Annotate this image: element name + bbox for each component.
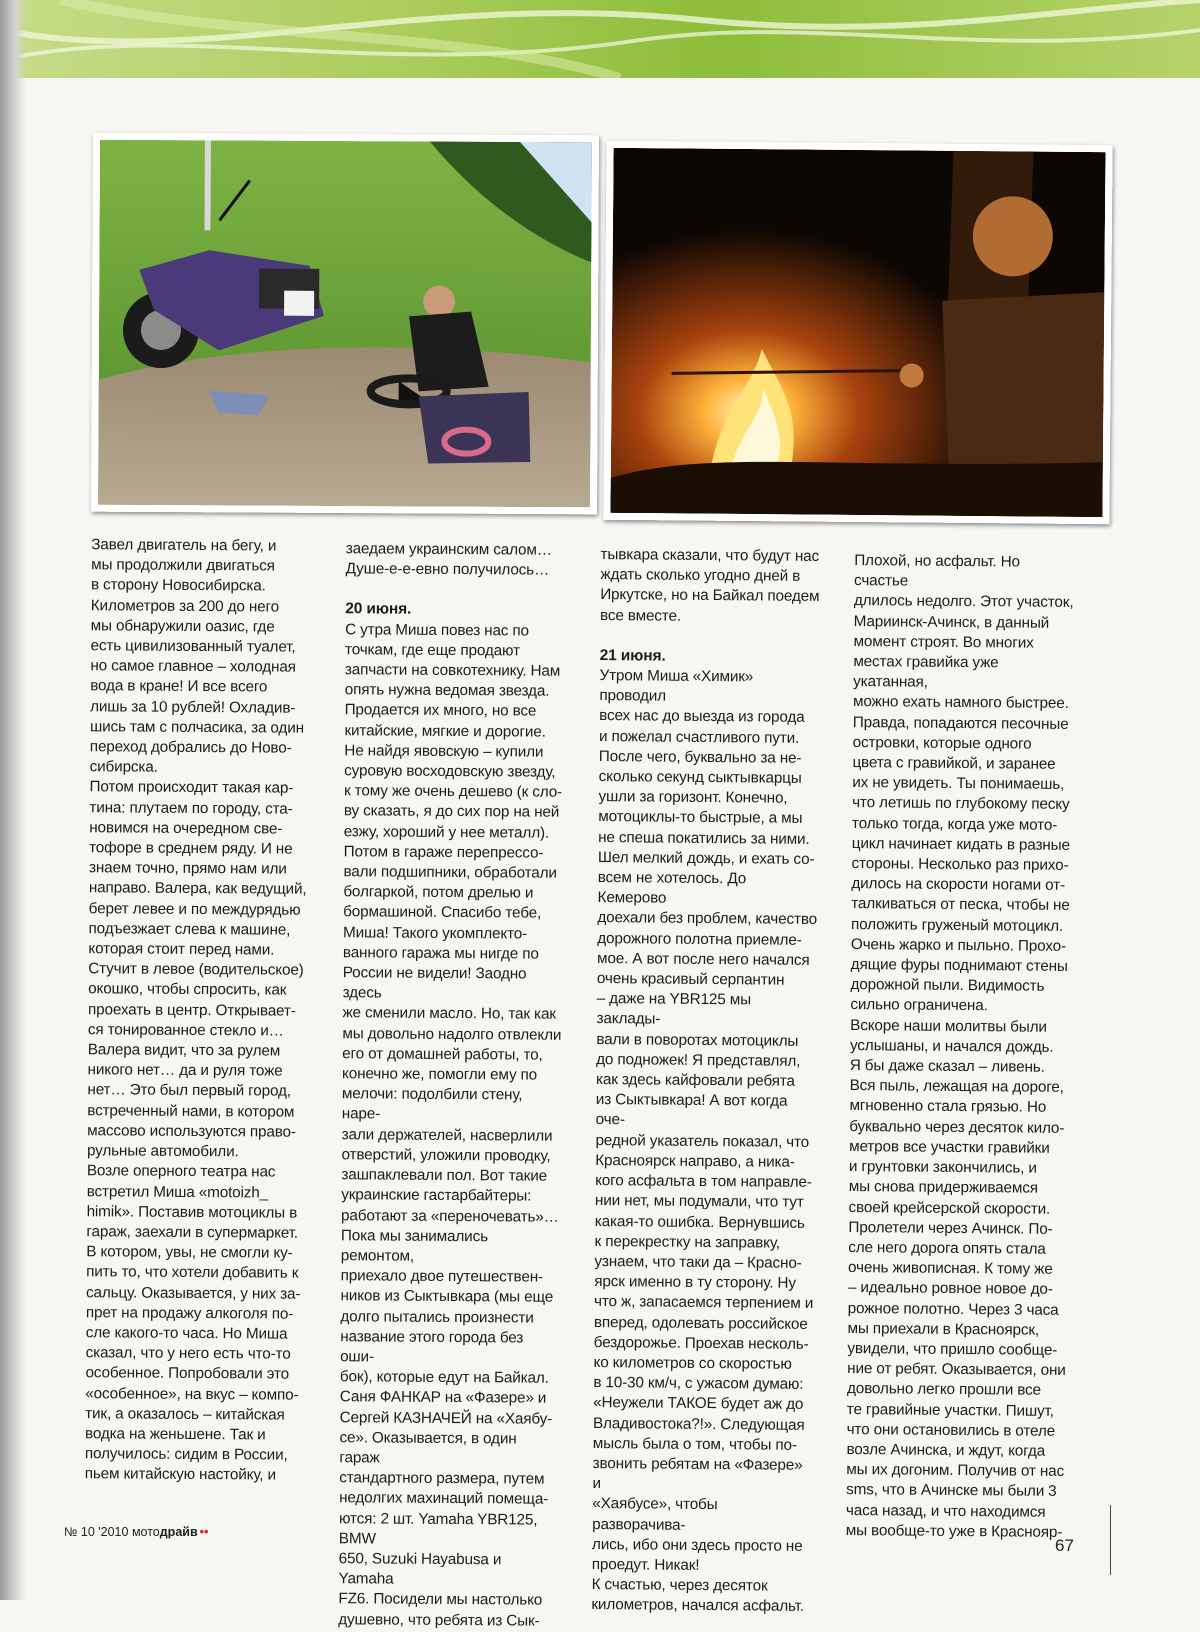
text-column-1 <box>85 535 312 1486</box>
magazine-name: драйв <box>159 1525 198 1539</box>
photo-campfire-night <box>603 141 1112 524</box>
paragraph: заедаем украинским салом… Душе-е-е-евно получилось… <box>345 540 553 579</box>
paragraph: К счастью, через десяток километров, начался асфальт. <box>591 1576 805 1616</box>
issue-number: № 10 '2010 <box>64 1525 129 1539</box>
footer-issue-line <box>64 1525 208 1539</box>
text-column-3 <box>591 545 820 1617</box>
paragraph: Возле оперного театра нас встретил Миша «motoizh_ himik». Поставив мотоциклы в гараж, заехали в супермаркет. В котором, увы, не смогли ку- пить то, что хотели добавить к сальцу. Оказывается, у них за- прет на продажу алкоголя по- сле какого-то часа. Но Миша сказал, что у него есть что-то особенное. Попробовали это «особенное», на вкус – компо- тик, а оказалось – китайская водка на женьшене. Так и получилось: сидим в России, пьем китайскую настойку, и <box>84 1162 301 1484</box>
paragraph: Утром Миша «Химик» проводил всех нас до выезда из города и пожелал счастливого пути. После чего, буквально за не- сколько секунд сыктывкарцы ушли за горизонт. Конечно, мотоциклы-то быстрые, а мы не спеша покатились за ними. Шел мелкий дождь, и ехать со- всем не хотелось. До Кемерово доехали без проблем, качество дорожного полотна приемле- мое. А вот после него начался очень красивый серпантин – даже на YBR125 мы заклады- вали в поворотах мотоциклы до подножек! Я представлял, как здесь кайфовали ребята из Сыктывкара! А вот когда оче- редной указатель показал, что Красноярск направо, а ника- кого асфальта в том направле- нии нет, мы подумали, что тут какая-то ошибка. Вернувшись к перекрестку на заправку, узнаем, что таки да – Красно- ярск именно в ту сторону. Ну что ж, запасаемся терпением и вперед, одолевать российское бездорожье. Проехав несколь- ко километров со скоростью в 10-30 км/ч, с ужасом думаю: «Неужели ТАКОЕ будет аж до Владивостока?!». Следующая мысль была о том, чтобы по- звонить ребятам на «Фазере» и «Хаябусе», чтобы разворачива- лись, ибо они здесь просто не проедут. Никак! <box>591 667 818 1574</box>
page-number-rule <box>1110 1505 1111 1575</box>
paragraph: тывкара сказали, что будут нас ждать сколько угодно дней в Иркутске, но на Байкал поедем все вместе. <box>599 546 820 625</box>
magazine-prefix: мото <box>131 1525 160 1539</box>
header-band <box>0 0 1200 78</box>
paragraph: Потом происходит такая кар- тина: плутаем по городу, ста- новимся на очередном све- тофоре в среднем ряду. И не знаем точно, прямо нам или направо. Валера, как ведущий, берет левее и по междурядью подъезжает слева к машине, которая стоит перед нами. Стучит в левое (водительское) окошко, чтобы спросить, как проехать в центр. Открывает- ся тонированное стекло и… Валера видит, что за рулем никого нет… да и руля тоже нет… Это был первый город, встреченный нами, в котором массово используются право- рульные автомобили. <box>86 778 307 1161</box>
page-gutter-shadow <box>0 0 26 1600</box>
photo-motorcycle-repair <box>91 133 599 515</box>
brand-dots: •• <box>199 1525 209 1539</box>
paragraph: Вскоре наши молитвы были услышаны, и начался дождь. Я бы даже сказал – ливень. Вся пыль, лежащая на дороге, мгновенно стала грязью. Но буквально через десяток кило- метров все участки гравийки и грунтовки закончились, и мы снова придерживаемся своей крейсерской скорости. Пролетели через Ачинск. По- сле него дорога опять стала очень живописная. К тому же – идеально ровное новое до- рожное полотно. Через 3 часа мы приехали в Красноярск, увидели, что пришло сообще- ние от ребят. Оказывается, они довольно легко прошли все те гравийные участки. Пишут, что они остановились в отеле возле Ачинска, и ждут, когда мы их догоним. Получив от нас sms, что в Ачинске мы были 3 часа назад, и что находимся мы вообще-то уже в Краснояр- <box>845 1016 1066 1541</box>
text-column-4 <box>846 551 1075 1543</box>
paragraph: Завел двигатель на бегу, и мы продолжили двигаться в сторону Новосибирска. Километров за 200 до него мы обнаружили оазис, где есть цивилизованный туалет, но самое главное – холодная вода в кране! И все всего лишь за 10 рублей! Охладив- шись там с полчасика, за один переход добрались до Ново- сибирска. <box>89 536 304 776</box>
page-number: 67 <box>1055 1536 1074 1555</box>
date-heading: 21 июня. <box>599 646 666 665</box>
date-heading: 20 июня. <box>345 600 412 619</box>
paragraph: Плохой, но асфальт. Но счастье длилось недолго. Этот участок, Мариинск-Ачинск, в данный момент строят. Во многих местах гравийка уже укатанная, можно ехать намного быстрее. Правда, попадаются песочные островки, которые одного цвета с гравийкой, и заранее их не увидеть. Ты понимаешь, что летишь по глубокому песку только тогда, когда уже мото- цикл начинает кидать в разные стороны. Несколько раз прихо- дилось на скорости ногами от- талкиваться от песка, чтобы не положить груженый мотоцикл. Очень жарко и пыльно. Прохо- дящие фуры поднимают стены дорожной пыли. Видимость сильно ограничена. <box>850 552 1074 1015</box>
text-column-2 <box>338 539 566 1631</box>
swoosh-decoration <box>0 0 1200 78</box>
paragraph: С утра Миша повез нас по точкам, где еще продают запчасти на совкотехнику. Нам опять нужна ведомая звезда. Продается их много, но все китайские, мягкие и дорогие. Не найдя явовскую – купили суровую восходовскую звезду, к тому же очень дешево (к сло- ву сказать, я до сих пор на ней езжу, хороший у нее металл). Потом в гараже перепрессо- вали подшипники, обработали болгаркой, потом дрелью и бормашиной. Спасибо тебе, Миша! Такого укомплекто- ванного гаража мы нигде по России не видели! Заодно здесь же сменили масло. Но, так как мы довольно надолго отвлекли его от домашней работы, то, конечно же, помогли ему по мелочи: подолбили стену, наре- зали держателей, насверлили отверстий, уложили проводку, зашпаклевали пол. Вот такие украинские гастарбайтеры: работают за «переночевать»… Пока мы занимались ремонтом, приехало двое путешествен- ников из Сыктывкара (мы еще долго пытались произнести название этого города без оши- бок), которые едут на Байкал. Саня ФАНКАР на «Фазере» и Сергей КАЗНАЧЕЙ на «Хаябу- се». Оказывается, в один гараж стандартного размера, путем недолгих махинаций помеща- ются: 2 шт. Yamaha YBR125, BMW 650, Suzuki Hayabusa и Yamaha FZ6. Посидели мы настолько душевно, что ребята из Сык- <box>338 620 563 1630</box>
